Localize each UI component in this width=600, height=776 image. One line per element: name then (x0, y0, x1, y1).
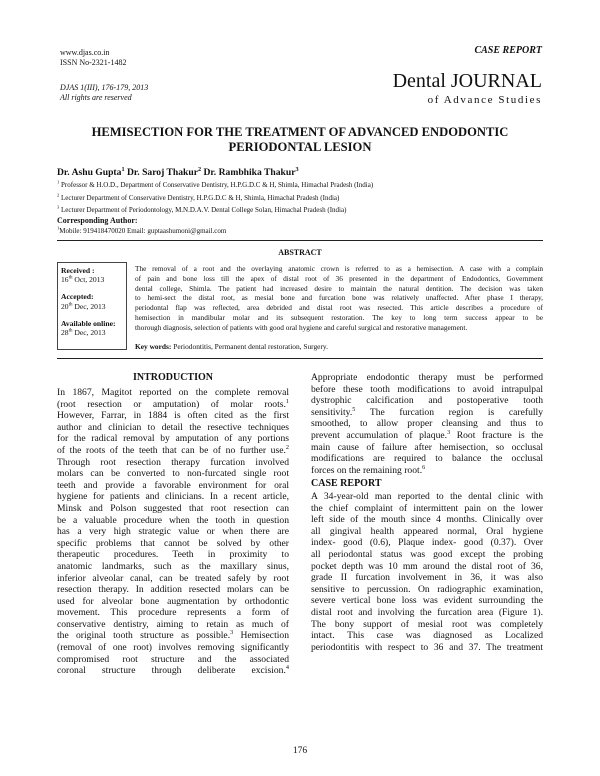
author-3: Dr. Rambhika Thakur$^3$ (203, 165, 299, 178)
online-label: Available online: (61, 318, 116, 328)
affiliation-2: $^2$ Lecturer Department of Conservative Dentistry, H.P.G.D.C & H, Shimla, Himachal Pradesh (India) (57, 192, 340, 202)
citation: DJAS 1(III), 176-179, 2013 (60, 83, 149, 92)
abstract-line: of pain and bone loss till the apex of distal root of 36 presented in the department of Endodontics, Government (135, 273, 543, 283)
text-line: before these tooth modifications to avoid intrapulpal (311, 383, 543, 395)
divider-top (57, 240, 543, 241)
text-line: severe vertical bone loss was evident surrounding the (311, 595, 543, 607)
text-line: the original tooth structure as possible.$^3$ Hemisection (57, 630, 289, 642)
page-number: 176 (292, 746, 308, 756)
keywords: Key words: Periodontitis, Permanent dental restoration, Surgery. (135, 342, 328, 351)
online-date: 28th Dec, 2013 (61, 328, 106, 338)
text-line: intact. This case was diagnosed as Localized (311, 630, 543, 642)
text-line: resection therapy. In addition resected molars can be (57, 584, 289, 596)
text-line: inferior alveolar canal, can be treated safely by root (57, 572, 289, 584)
journal-subtitle: of Advance Studies (427, 94, 542, 106)
abstract-body (135, 264, 543, 333)
dates-box (57, 262, 127, 350)
website-url: www.djas.co.in (60, 48, 110, 57)
title-line-1: HEMISECTION FOR THE TREATMENT OF ADVANCED ENDODONTIC (91, 125, 509, 139)
text-line: Appropriate endodontic therapy must be performed (311, 372, 543, 383)
introduction-body (57, 387, 289, 677)
text-line: compromised root structure and the associated (57, 653, 289, 665)
affiliation-1: $^1$ Professor & H.O.D., Department of Conservative Dentistry, H.P.G.D.C & H, Shimla, Himachal Pradesh (India) (57, 179, 374, 189)
author-1: Dr. Ashu Gupta$^1$ (57, 165, 125, 178)
text-line: forces on the remaining root.$^6$ (311, 464, 426, 476)
author-2: Dr. Saroj Thakur$^2$ (126, 165, 202, 178)
text-line: anatomic landmarks, such as the maxillary sinus, (57, 560, 289, 572)
author-list (57, 167, 299, 178)
journal-name: Dental JOURNAL (392, 70, 542, 92)
abstract-heading: ABSTRACT (278, 248, 322, 257)
text-line: all periodontal status was good except the probing (311, 548, 543, 560)
text-line: coronal structure through deliberate excision.$^4$ (57, 665, 289, 677)
text-line: molars can be converted to non-furcated single root (57, 468, 289, 480)
abstract-line: to hemi-sect the distal root, as mesial bone and furcation bone was relatively unaffected. After phase I therapy, (135, 293, 543, 303)
case-report-label: CASE REPORT (474, 45, 542, 56)
text-line: movement. This procedure represents a form of (57, 607, 289, 619)
text-line: for the radical removal by amputation of any portions (57, 433, 289, 445)
text-line: pocket depth was 10 mm around the distal root of 36, (311, 560, 543, 572)
text-line: smoothed, to allow proper cleansing and thus to (311, 418, 543, 430)
text-line: index- good (0.6), Plaque index- good (0.37). Over (311, 537, 543, 549)
text-line: modifications are required to balance the occlusal (311, 453, 543, 465)
text-line: be a valuable procedure when the tooth in question (57, 514, 289, 526)
corresponding-contact: $^1$Mobile: 919418470020 Email: guptaashumoni@gmail.com (57, 225, 227, 235)
text-line: sensitivity.$^5$ The furcation region is carefully (311, 406, 543, 418)
abstract-line: dental college, Shimla. The patient had increased desire to maintain the natural dentition. The decision was taken (135, 283, 543, 293)
case-report-body (311, 491, 543, 653)
text-line: (removal of one root) involves removing significantly (57, 642, 289, 654)
received-label: Received : (61, 266, 95, 275)
text-line: specific problems that cannot be solved by other (57, 537, 289, 549)
paper-title (0, 125, 600, 155)
text-line: main cause of failure after hemisection, so occlusal (311, 441, 543, 453)
accepted-date: 20th Dec, 2013 (61, 301, 106, 311)
text-line: therapeutic procedures. Teeth in proximity to (57, 549, 289, 561)
text-line: A 34-year-old man reported to the dental clinic with (311, 491, 543, 502)
affiliation-3: $^3$ Lecturer Department of Periodontology, M.N.D.A.V. Dental College Solan, Himachal Pradesh (India) (57, 204, 347, 214)
abstract-line: hemisection in mandibular molar and its subsequent restoration. The key to long term success appear to be (135, 312, 543, 322)
text-line: has a very high strategic value or when there are (57, 526, 289, 538)
abstract-line: periodontal flap was reflected, area debrided and distal root was resected. This article describes a procedure of (135, 303, 543, 313)
abstract-line: thorough diagnosis, selection of patients with good oral hygiene and careful surgical and restorative management. (135, 322, 468, 332)
rights: All rights are reserved (60, 93, 132, 102)
text-line: periodontitis with respect to 36 and 37. The treatment (311, 641, 543, 653)
text-line: prevent accumulation of plaque.$^3$ Root fracture is the (311, 429, 543, 441)
text-line: the chief complaint of intermittent pain on the lower (311, 502, 543, 514)
text-line: In 1867, Magitot reported on the complete removal (57, 387, 289, 398)
received-date: 16th Oct, 2013 (61, 275, 105, 285)
text-line: The bony support of mesial root was completely (311, 618, 543, 630)
text-line: left side of the mouth since 4 months. Clinically over (311, 514, 543, 526)
text-line: teeth and provide a favorable environment for oral (57, 479, 289, 491)
text-line: dystrophic calcification and postoperative tooth (311, 395, 543, 407)
text-line: author and clinician to detail the resective techniques (57, 421, 289, 433)
case-report-heading: CASE REPORT (311, 478, 382, 489)
accepted-label: Accepted: (61, 292, 94, 302)
abstract-line: The removal of a root and the overlaying anatomic crown is referred to as a hemisection. A case with a complain (135, 264, 543, 273)
text-line: grade II furcation involvement in 36, it was also (311, 572, 543, 584)
text-line: conservative dentistry, aiming to retain as much of (57, 618, 289, 630)
text-line: However, Farrar, in 1884 is often cited as the first (57, 410, 289, 422)
text-line: used for alveolar bone augmentation by orthodontic (57, 595, 289, 607)
issn: ISSN No-2321-1482 (60, 58, 127, 67)
text-line: sensitive to percussion. On radiographic examination, (311, 583, 543, 595)
divider-bottom (57, 358, 543, 359)
text-line: hygiene for patients and clinicians. In a recent article, (57, 491, 289, 503)
introduction-heading: INTRODUCTION (132, 372, 213, 383)
text-line: Minsk and Polson suggested that root resection can (57, 502, 289, 514)
right-intro-body (311, 372, 543, 476)
title-line-2: PERIODONTAL LESION (228, 140, 372, 154)
text-line: Through root resection therapy furcation involved (57, 456, 289, 468)
text-line: (root resection or amputation) of molar roots.$^1$ (57, 398, 289, 410)
text-line: distal root and involving the furcation area (Figure 1). (311, 606, 543, 618)
text-line: all gingival health appeared normal, Oral hygiene (311, 525, 543, 537)
corresponding-label: Corresponding Author: (57, 216, 138, 225)
text-line: of the roots of the teeth that can be of no further use.$^2$ (57, 444, 289, 456)
